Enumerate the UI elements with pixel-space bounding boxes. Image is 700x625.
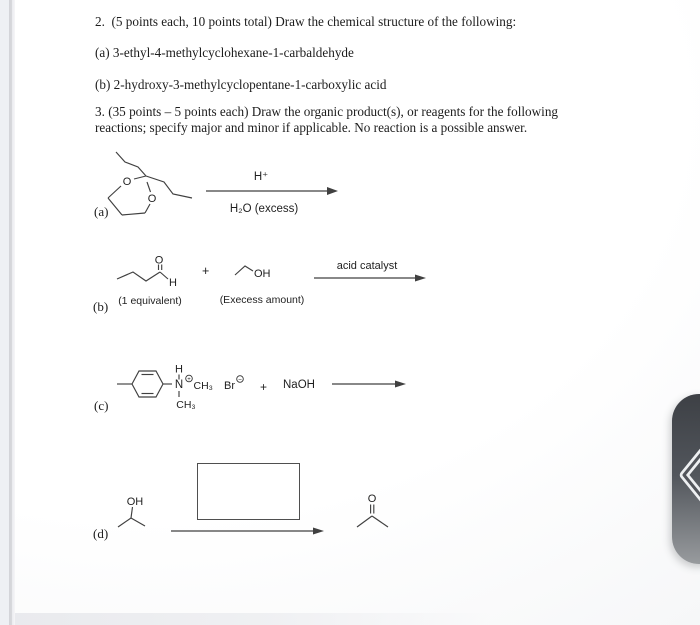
- plus-charge-label: +: [187, 377, 191, 383]
- arrow-reagent-bottom: H₂O (excess): [229, 203, 299, 215]
- naoh-reagent: NaOH: [283, 379, 315, 391]
- arrow-reagent-label: acid catalyst: [336, 260, 398, 272]
- methyl-label: CH₃: [193, 380, 213, 392]
- dioxane-acetal-structure: [95, 146, 200, 226]
- hydroxyl-label: OH: [126, 496, 144, 508]
- answer-box[interactable]: [197, 463, 300, 520]
- reaction-c-label: (c): [94, 398, 109, 413]
- page-bottom-edge: [15, 613, 575, 625]
- reaction-a-label: (a): [94, 204, 109, 219]
- carbonyl-oxygen-label: O: [154, 254, 164, 267]
- plus-sign: +: [260, 380, 268, 394]
- acetone-structure: [352, 488, 397, 532]
- nav-back-button[interactable]: [672, 394, 700, 564]
- q3-heading-line2: reactions; specify major and minor if applicable. No reaction is a possible answer.: [95, 120, 528, 135]
- n-hydrogen-label: H: [175, 363, 183, 376]
- ethanol-structure: [228, 258, 276, 284]
- aldehyde-hydrogen-label: H: [169, 277, 177, 289]
- bromide-label: Br: [224, 380, 235, 392]
- isopropanol-structure: [112, 492, 156, 532]
- minus-charge-label: −: [238, 376, 242, 384]
- reaction-b-arrow: [310, 256, 430, 284]
- methyl-label: CH₃: [176, 399, 196, 411]
- plus-sign: +: [202, 264, 210, 278]
- hydroxyl-label: OH: [254, 268, 271, 280]
- arrow-reagent-top: H⁺: [253, 171, 269, 183]
- chevron-left-icon: [676, 444, 700, 506]
- equivalent-note: (1 equivalent): [118, 295, 182, 307]
- oxygen-atom-label: O: [122, 176, 132, 188]
- oxygen-atom-label: O: [147, 193, 157, 205]
- excess-note: (Execess amount): [219, 294, 305, 306]
- butanal-structure: [110, 250, 188, 294]
- carbonyl-oxygen-label: O: [367, 493, 377, 505]
- q3-heading-line1: 3. (35 points – 5 points each) Draw the organic product(s), or reagents for the following: [95, 104, 559, 119]
- reaction-b-label: (b): [93, 299, 109, 314]
- q2-item-b: (b) 2-hydroxy-3-methylcyclopentane-1-carboxylic acid: [95, 77, 387, 92]
- q2-heading: 2. (5 points each, 10 points total) Draw the chemical structure of the following:: [95, 14, 517, 29]
- page-left-edge: [0, 0, 15, 625]
- ammonium-salt-structure: [112, 358, 252, 414]
- reaction-d-label: (d): [93, 526, 109, 541]
- nitrogen-atom-label: N: [174, 379, 184, 391]
- reaction-d-arrow: [168, 524, 328, 538]
- q2-item-a: (a) 3-ethyl-4-methylcyclohexane-1-carbaldehyde: [95, 45, 354, 60]
- reaction-a-arrow: [200, 164, 340, 216]
- reaction-c-arrow: [330, 375, 410, 393]
